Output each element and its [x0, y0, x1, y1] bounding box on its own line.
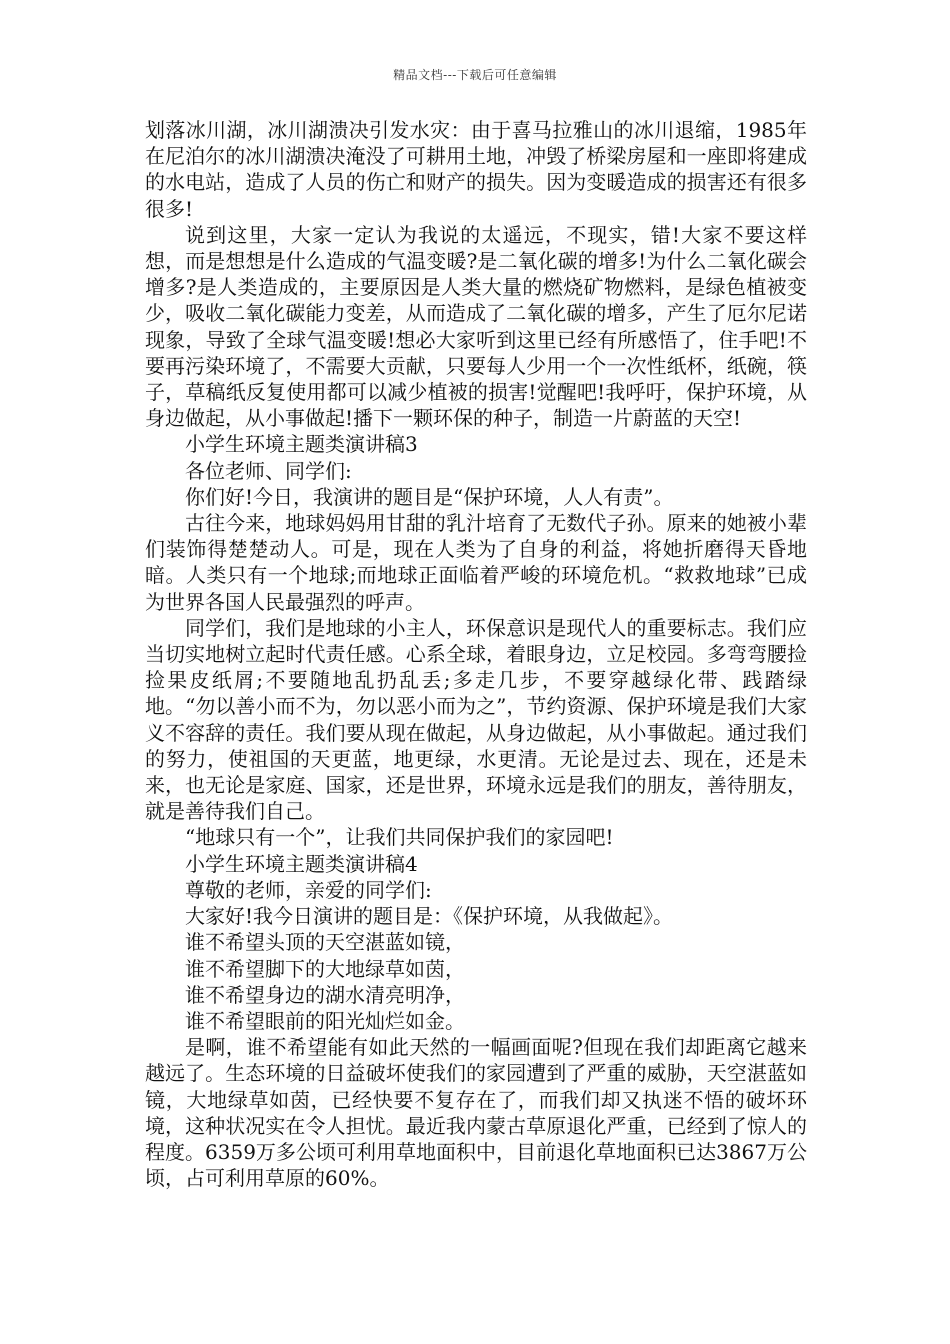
paragraph: 谁不希望头顶的天空湛蓝如镜， — [185, 930, 465, 955]
paragraph: 划落冰川湖，冰川湖溃决引发水灾：由于喜马拉雅山的冰川退缩，1985年在尼泊尔的冰川湖溃决淹没了可耕用土地，冲毁了桥梁房屋和一座即将建成的水电站，造成了人员的伤亡和财产的损失。因为变暖造成的损害还有很多很多! — [145, 118, 807, 221]
document-body — [145, 117, 807, 1191]
paragraph: 说到这里，大家一定认为我说的太遥远，不现实，错!大家不要这样想，而是想想是什么造成的气温变暖?是二氧化碳的增多!为什么二氧化碳会增多?是人类造成的，主要原因是人类大量的燃烧矿物燃料，是绿色植被变少，吸收二氧化碳能力变差，从而造成了二氧化碳的增多，产生了厄尔尼诺现象，导致了全球气温变暖!想必大家听到这里已经有所感悟了，住手吧!不要再污染环境了，不需要大贡献，只要每人少用一个一次性纸杯，纸碗，筷子，草稿纸反复使用都可以减少植被的损害!觉醒吧!我呼吁，保护环境，从身边做起，从小事做起!播下一颗环保的种子，制造一片蔚蓝的天空! — [145, 222, 807, 431]
paragraph: 小学生环境主题类演讲稿4 — [185, 851, 418, 876]
paragraph: 谁不希望身边的湖水清亮明净， — [185, 982, 465, 1007]
paragraph: 同学们，我们是地球的小主人，环保意识是现代人的重要标志。我们应当切实地树立起时代责任感。心系全球，着眼身边，立足校园。多弯弯腰捡捡果皮纸屑;不要随地乱扔乱丢;多走几步，不要穿越绿化带、践踏绿地。“勿以善小而不为，勿以恶小而为之”，节约资源、保护环境是我们大家义不容辞的责任。我们要从现在做起，从身边做起，从小事做起。通过我们的努力，使祖国的天更蓝，地更绿，水更清。无论是过去、现在，还是未来，也无论是家庭、国家，还是世界，环境永远是我们的朋友，善待朋友，就是善待我们自己。 — [145, 615, 807, 824]
paragraph: 谁不希望脚下的大地绿草如茵， — [185, 956, 465, 981]
paragraph: 各位老师、同学们: — [185, 458, 352, 483]
paragraph: 你们好!今日，我演讲的题目是“保护环境，人人有责”。 — [185, 484, 674, 509]
paragraph: 古往今来，地球妈妈用甘甜的乳汁培育了无数代子孙。原来的她被小辈们装饰得楚楚动人。可是，现在人类为了自身的利益，将她折磨得天昏地暗。人类只有一个地球;而地球正面临着严峻的环境危机。“救救地球”已成为世界各国人民最强烈的呼声。 — [145, 511, 807, 614]
paragraph: 尊敬的老师，亲爱的同学们: — [185, 877, 432, 902]
paragraph: 谁不希望眼前的阳光灿烂如金。 — [185, 1008, 465, 1033]
paragraph: 大家好!我今日演讲的题目是：《保护环境，从我做起》。 — [185, 904, 674, 929]
paragraph: 小学生环境主题类演讲稿3 — [185, 432, 418, 457]
page-header: 精品文档---下载后可任意编辑 — [393, 68, 557, 82]
paragraph: 是啊，谁不希望能有如此天然的一幅画面呢?但现在我们却距离它越来越远了。生态环境的日益破坏使我们的家园遭到了严重的威胁，天空湛蓝如镜，大地绿草如茵，已经快要不复存在了，而我们却又执迷不悟的破坏环境，这种状况实在令人担忧。最近我内蒙古草原退化严重，已经到了惊人的程度。6359万多公顷可利用草地面积中，目前退化草地面积已达3867万公顷，占可利用草原的60%。 — [145, 1035, 807, 1191]
paragraph: “地球只有一个”，让我们共同保护我们的家园吧! — [185, 825, 614, 850]
